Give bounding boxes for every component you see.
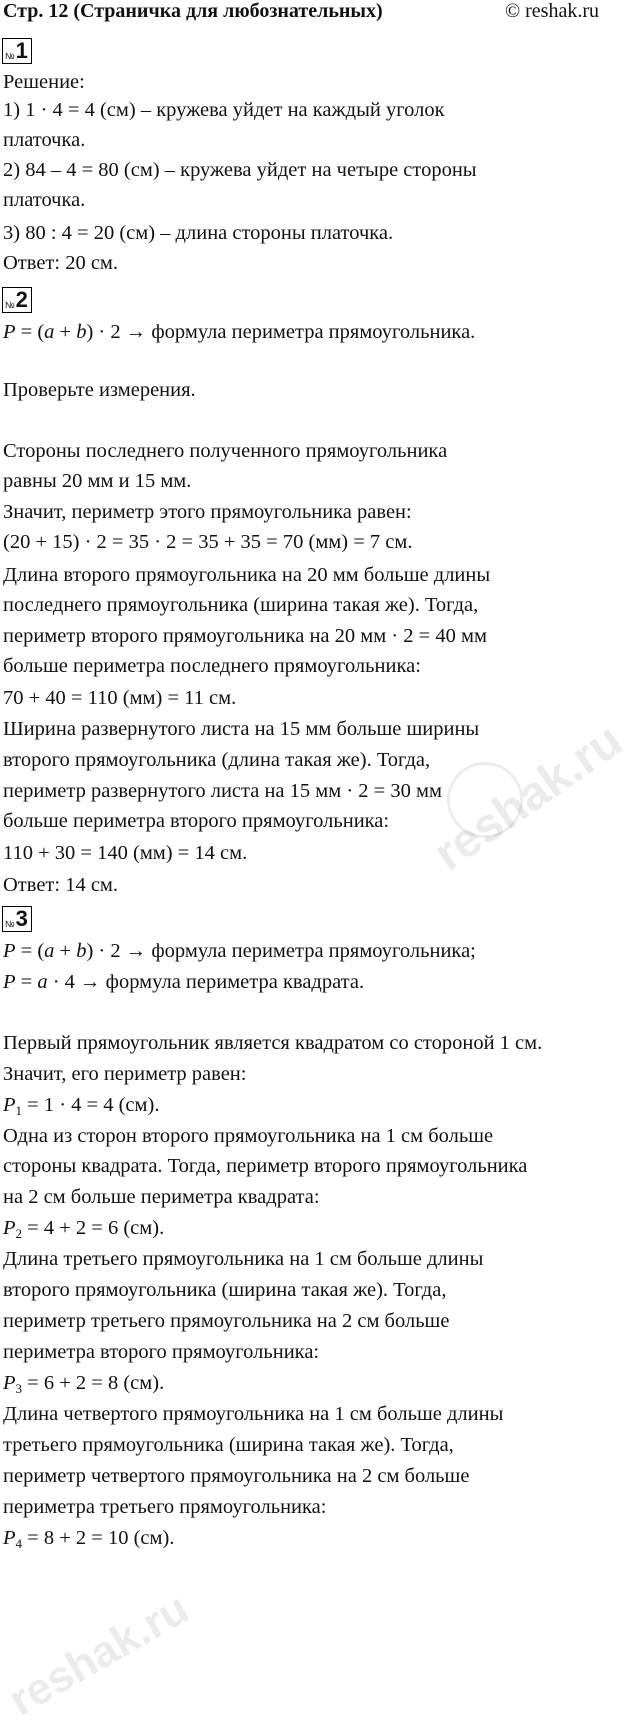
text-line: второго прямоугольника (длина такая же). Тогда, [3, 749, 431, 771]
text-line: Длина второго прямоугольника на 20 мм больше длины [3, 564, 491, 586]
text-line: равны 20 мм и 15 мм. [3, 470, 192, 492]
text-line: периметра второго прямоугольника: [3, 1341, 320, 1363]
text-line: стороны квадрата. Тогда, периметр второго прямоугольника [3, 1155, 528, 1177]
page-header [3, 0, 603, 24]
formula-line: $P_3 = 6 + 2 = 8$ (см). [3, 1372, 165, 1396]
text-line: Длина третьего прямоугольника на 1 см больше длины [3, 1248, 484, 1270]
text-line: 2) 84 – 4 = 80 (см) – кружева уйдет на четыре стороны [3, 159, 477, 181]
text-line: больше периметра второго прямоугольника: [3, 810, 390, 832]
task-number-badge [2, 38, 32, 64]
text-line: Одна из сторон второго прямоугольника на 1 см больше [3, 1125, 494, 1147]
text-line: 3) 80 : 4 = 20 (см) – длина стороны платочка. [3, 222, 394, 244]
text-line: периметр четвертого прямоугольника на 2 см больше [3, 1465, 470, 1487]
text-line: Решение: [3, 71, 85, 93]
text-line: периметр развернутого листа на 15 мм · 2 = 30 мм [3, 780, 442, 802]
text-line: Стороны последнего полученного прямоугольника [3, 440, 448, 462]
formula-line: P = (a + b) · 2 → формула периметра прямоугольника. [3, 321, 476, 343]
formula-line: P = a · 4 → формула периметра квадрата. [3, 971, 365, 993]
watermark-copyright-circle [447, 762, 523, 838]
text-line: на 2 см больше периметра квадрата: [3, 1186, 320, 1208]
text-line: 110 + 30 = 140 (мм) = 14 см. [3, 842, 248, 864]
text-line: Ширина развернутого листа на 15 мм больше ширины [3, 718, 480, 740]
task-number: 1 [15, 38, 28, 63]
answer-line: Ответ: 14 см. [3, 874, 119, 896]
task-number-badge [2, 287, 32, 313]
number-sign: № [5, 300, 15, 310]
formula-line: $P_4 = 8 + 2 = 10$ (см). [3, 1527, 175, 1551]
text-line: второго прямоугольника (ширина такая же). Тогда, [3, 1279, 447, 1301]
text-line: платочка. [3, 189, 86, 211]
text-line: Проверьте измерения. [3, 379, 196, 401]
site-credit: © reshak.ru [504, 0, 599, 22]
formula-line: $P_2 = 4 + 2 = 6$ (см). [3, 1217, 165, 1241]
task-number-badge [2, 906, 32, 932]
formula-line: $P_1 = 1 \cdot 4 = 4$ (см). [3, 1094, 160, 1118]
text-line: 1) 1 · 4 = 4 (см) – кружева уйдет на каждый уголок [3, 99, 445, 121]
text-line: периметр второго прямоугольника на 20 мм · 2 = 40 мм [3, 625, 487, 647]
text-line: третьего прямоугольника (ширина такая же). Тогда, [3, 1434, 454, 1456]
watermark: reshak.ru [0, 1583, 197, 1726]
watermark: reshak.ru [424, 713, 632, 882]
text-line: периметра третьего прямоугольника: [3, 1496, 327, 1518]
text-line: последнего прямоугольника (ширина такая же). Тогда, [3, 594, 479, 616]
text-line: больше периметра последнего прямоугольника: [3, 655, 421, 677]
text-line: (20 + 15) · 2 = 35 · 2 = 35 + 35 = 70 (мм) = 7 см. [3, 531, 413, 553]
text-line: 70 + 40 = 110 (мм) = 11 см. [3, 687, 237, 709]
text-line: Значит, его периметр равен: [3, 1063, 247, 1085]
text-line: Значит, периметр этого прямоугольника равен: [3, 501, 412, 523]
text-line: Длина четвертого прямоугольника на 1 см больше длины [3, 1403, 504, 1425]
answer-line: Ответ: 20 см. [3, 252, 119, 274]
text-line: Первый прямоугольник является квадратом со стороной 1 см. [3, 1032, 543, 1054]
task-number: 2 [15, 287, 28, 312]
text-line: платочка. [3, 129, 86, 151]
number-sign: № [5, 919, 15, 929]
number-sign: № [5, 51, 15, 61]
page-title: Стр. 12 (Страничка для любознательных) [3, 0, 383, 22]
task-number: 3 [15, 906, 28, 931]
formula-line: P = (a + b) · 2 → формула периметра прямоугольника; [3, 940, 476, 962]
text-line: периметр третьего прямоугольника на 2 см больше [3, 1310, 450, 1332]
